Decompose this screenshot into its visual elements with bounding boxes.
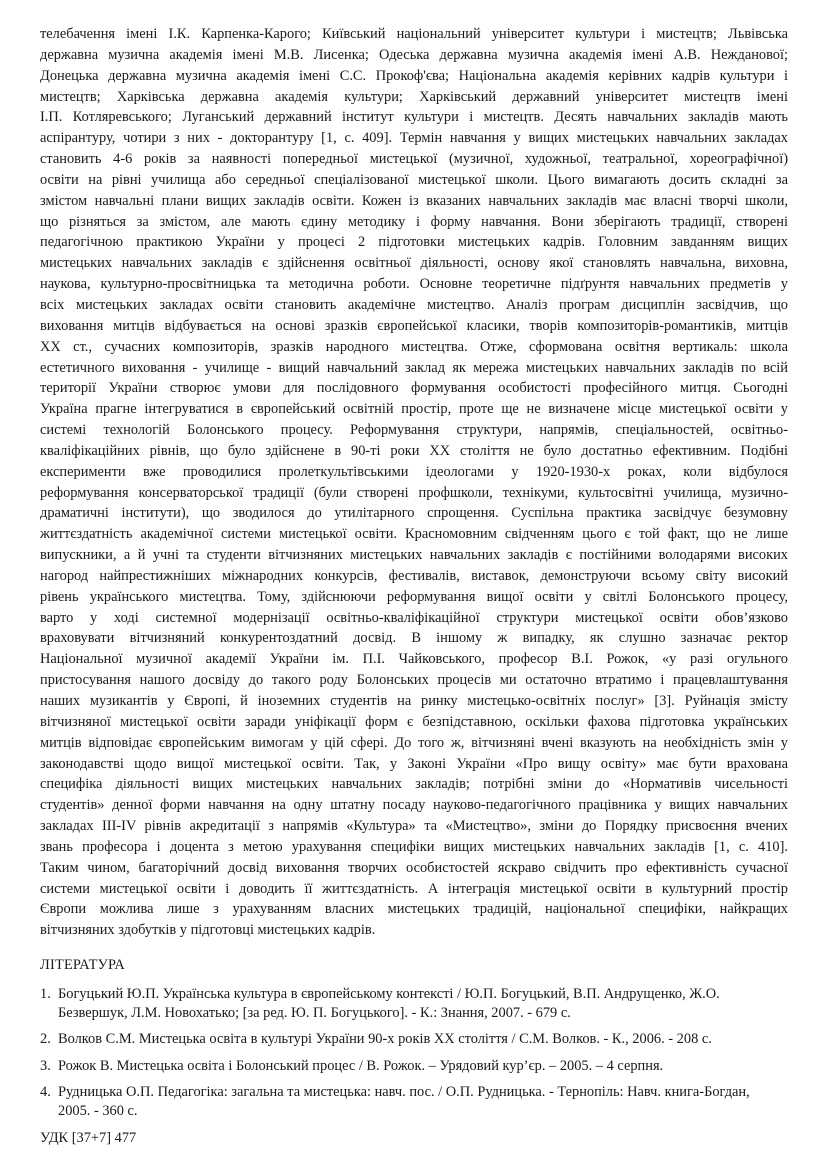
literature-heading: ЛІТЕРАТУРА bbox=[40, 957, 125, 974]
body-text-line: кваліфікаційних рівнів, що було здійснене в 90-ті роки XX століття не було достатньо ефективним. Подібні bbox=[40, 442, 788, 459]
body-text-line: системи мистецької освіти і доводить її життєздатність. А інтеграція мистецької освіти в культурний простір bbox=[40, 880, 788, 897]
body-paragraph bbox=[40, 24, 788, 941]
body-text-line: становить 4-6 років за наявності попередньої мистецької (музичної, художньої, театральної, хореографічної) bbox=[40, 151, 788, 168]
body-text-line: законодавстві щодо вищої мистецької освіти. Так, у Законі України «Про вищу освіту» має бути врахована bbox=[40, 755, 788, 772]
body-text-line: звань професора і доцента з метою урахування специфіки вищих мистецьких навчальних закладів [1, с. 410]. bbox=[40, 838, 788, 855]
body-text-line: Україна прагне інтегруватися в європейський освітній простір, проте ще не визначене місце мистецької освіти у bbox=[40, 401, 788, 418]
body-text-line: рівень українського мистецтва. Тому, здійснюючи реформування вищої освіти у світлі Болонського процесу, bbox=[40, 588, 788, 605]
body-text-line: враховувати вітчизняний конкурентоздатний досвід. В іншому ж випадку, як слушно зазначає ректор bbox=[40, 630, 788, 647]
reference-list bbox=[40, 985, 780, 1120]
body-text-line: пристосування нашого досвіду до такого роду Болонських процесів ми остаточно втратимо і працевлаштування bbox=[40, 672, 788, 689]
body-text-line: життєздатність академічної системи мистецької освіти. Красномовним свідченням цього є той факт, що не лише bbox=[40, 526, 788, 543]
reference-number: 2. bbox=[40, 1031, 51, 1048]
udk-code: УДК [37+7] 477 bbox=[40, 1130, 137, 1147]
reference-text: Волков С.М. Мистецька освіта в культурі України 90-х років XX століття / С.М. Волков. - К., 2006. - 208 с. bbox=[58, 1031, 712, 1048]
body-text-line: що різняться за змістом, але мають єдину методику і форму навчання. Вони зберігають традиції, створені bbox=[40, 213, 788, 230]
body-text-line: драматичні інститути), що зводилося до утилітарного спрощення. Суспільна практика засвідчує безумовну bbox=[40, 505, 788, 522]
body-text-line: виховання митців відбувається на основі зразків європейської класики, творів композиторів-романтиків, митців bbox=[40, 317, 788, 334]
body-text-line: вітчизняної мистецької освіти заради уніфікації форм є безпідставною, оскільки фахова підготовка українських bbox=[40, 713, 788, 730]
body-text-line: мистецьких навчальних закладів є здійснення освітньої діяльності, основу якої становлять навчальна, виховна, bbox=[40, 255, 788, 272]
document-page bbox=[40, 24, 788, 1148]
body-text-line: Донецька державна музична академія імені С.С. Прокоф'єва; Національна академія керівних кадрів культури і bbox=[40, 67, 788, 84]
reference-number: 4. bbox=[40, 1084, 51, 1101]
reference-number: 3. bbox=[40, 1057, 51, 1074]
reference-item bbox=[40, 1083, 780, 1120]
body-text-line: наших музикантів у Європі, й іноземних студентів на ринку мистецько-освітніх послуг» [3]. Руйнація змісту bbox=[40, 693, 788, 709]
body-text-line: освіти на рівні училища або середньої спеціалізованої мистецької школи. Цього вимагають досить складні за bbox=[40, 171, 788, 188]
body-text-line: митців відповідає європейським вимогам у цій сфері. До того ж, вітчизняні вчені вказують на необхідність змін у bbox=[40, 734, 788, 751]
reference-text: Рудницька О.П. Педагогіка: загальна та мистецька: навч. пос. / О.П. Рудницька. - Тернопіль: Навч. книга-Богдан, 2005. - 360 с. bbox=[58, 1084, 750, 1119]
body-text-line: аспірантуру, чотири з них - докторантуру [1, с. 409]. Термін навчання у вищих мистецьких навчальних закладах bbox=[40, 130, 788, 147]
body-text-line: телебачення імені І.К. Карпенка-Карого; Київський національний університет культури і мистецтв; Львівська bbox=[40, 26, 788, 42]
body-text-line: естетичного виховання - училище - вищий навчальний заклад як мережа мистецьких навчальних закладів по всій bbox=[40, 359, 788, 376]
reference-item bbox=[40, 985, 780, 1022]
body-text-line: всіх мистецьких закладах освіти становить академічне мистецтво. Аналіз програм дисциплін засвідчив, що bbox=[40, 296, 788, 313]
body-text-line: Національної музичної академії України ім. П.І. Чайковського, професор В.І. Рожок, «у разі огульного bbox=[40, 651, 788, 668]
body-text-line: І.П. Котляревського; Луганський державний інститут культури і мистецтв. Десять навчальних закладів мають bbox=[40, 109, 788, 126]
body-text-line: нагород найпрестижніших міжнародних конкурсів, фестивалів, виставок, демонструючи всьому світу високий bbox=[40, 567, 788, 584]
reference-item bbox=[40, 1057, 780, 1076]
body-text-line: реформування консерваторської традиції (були створені профшколи, технікуми, культосвітні училища, музично- bbox=[40, 484, 788, 501]
reference-number: 1. bbox=[40, 986, 51, 1003]
body-text-line: території України створює умови для послідовного формування особистості професійного митця. Сьогодні bbox=[40, 380, 788, 397]
body-text-line: вітчизняних здобутків у підготовці мистецьких кадрів. bbox=[40, 922, 376, 939]
reference-text: Рожок В. Мистецька освіта і Болонський процес / В. Рожок. – Урядовий кур’єр. – 2005. – 4 серпня. bbox=[58, 1057, 664, 1074]
body-text-line: системі технологій Болонського процесу. Реформування структури, напрямів, спеціальностей, освітньо- bbox=[40, 422, 788, 439]
body-text-line: Європи можлива лише з урахуванням власних мистецьких традицій, національної специфіки, найкращих bbox=[40, 901, 788, 918]
body-text-line: експерименти вже проводилися пролеткультівськими ідеологами у 1920-1930-х роках, коли відбулося bbox=[40, 463, 788, 480]
body-text-line: специфіка діяльності вищих мистецьких навчальних закладів; потрібні зміни до «Нормативів чисельності bbox=[40, 776, 788, 793]
body-text-line: варто у ході системної модернізації освітньо-кваліфікаційної структури мистецької освіти обов’язково bbox=[40, 609, 788, 626]
body-text-line: змістом навчальні плани вищих закладів освіти. Кожен із вказаних навчальних закладів має власні творчі школи, bbox=[40, 192, 788, 209]
body-text-line: педагогічною практикою України у процесі 2 підготовки мистецьких кадрів. Головним завданням вищих bbox=[40, 234, 788, 251]
body-text-line: державна музична академія імені М.В. Лисенка; Одеська державна музична академія імені А.В. Нежданової; bbox=[40, 46, 788, 63]
reference-item bbox=[40, 1030, 780, 1049]
body-text-line: XX ст., сучасних композиторів, зразків народного мистецтва. Отже, сформована освітня вертикаль: школа bbox=[40, 338, 788, 355]
reference-text: Богуцький Ю.П. Українська культура в європейському контексті / Ю.П. Богуцький, В.П. Андрущенко, Ж.О. Безвершук, Л.М. Новохатько; [за ред. Ю. П. Богуцького]. - К.: Знання, 2007. - 679 с. bbox=[58, 986, 720, 1021]
body-text-line: випускники, а й учні та студенти вітчизняних мистецьких навчальних закладів є постійними володарями високих bbox=[40, 547, 788, 564]
body-text-line: студентів» денної форми навчання на одну штатну посаду науково-педагогічного працівника у вищих навчальних bbox=[40, 797, 788, 814]
body-text-line: закладах III-IV рівнів акредитації з напрямів «Культура» та «Мистецтво», зміни до Порядку присвоєння вчених bbox=[40, 818, 788, 835]
body-text-line: мистецтв; Харківська державна академія культури; Харківський державний університет мистецтв імені bbox=[40, 88, 788, 105]
body-text-line: наукова, культурно-просвітницька та методична роботи. Основне теоретичне підґрунтя навчальних предметів у bbox=[40, 276, 788, 293]
body-text-line: Таким чином, багаторічний досвід виховання творчих особистостей яскраво свідчить про ефективність сучасної bbox=[40, 859, 788, 876]
